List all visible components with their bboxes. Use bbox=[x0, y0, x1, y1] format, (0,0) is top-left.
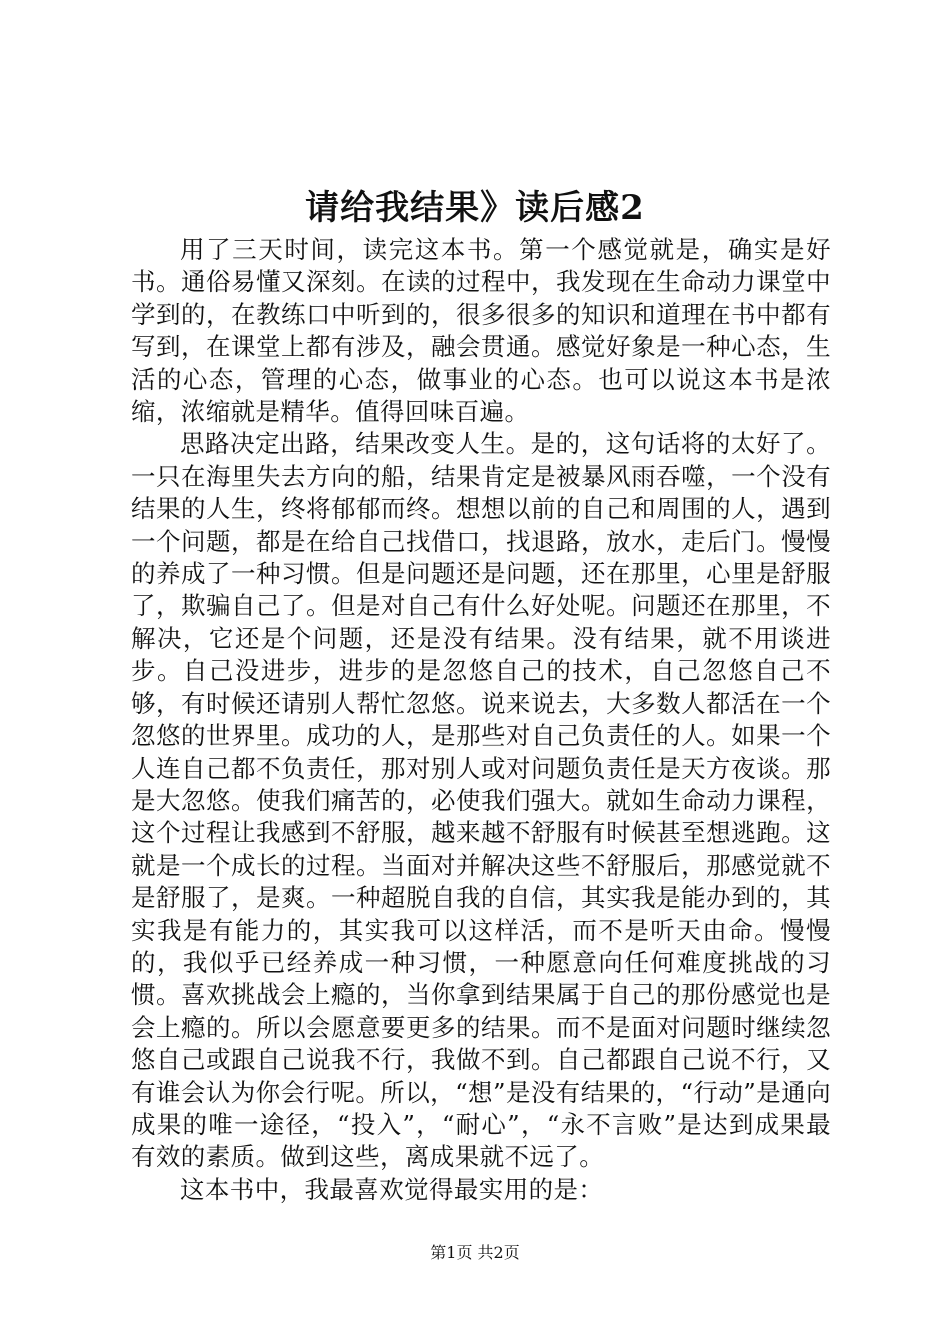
paragraph-3: 这本书中，我最喜欢觉得最实用的是： bbox=[180, 1174, 604, 1204]
document-title: 请给我结果》读后感2 bbox=[305, 188, 645, 228]
page-footer: 第1页 共2页 bbox=[430, 1243, 520, 1262]
paragraph-2: 思路决定出路，结果改变人生。是的，这句话将的太好了。一只在海里失去方向的船，结果肯定是被暴风雨吞噬，一个没有结果的人生，终将郁郁而终。想想以前的自己和周围的人，遇到一个问题，都是在给自己找借口，找退路，放水，走后门。慢慢的养成了一种习惯。但是问题还是问题，还在那里，心里是舒服了，欺骗自己了。但是对自己有什么好处呢。问题还在那里，不解决，它还是个问题，还是没有结果。没有结果，就不用谈进步。自己没进步，进步的是忽悠自己的技术，自己忽悠自己不够，有时候还请别人帮忙忽悠。说来说去，大多数人都活在一个忽悠的世界里。成功的人，是那些对自己负责任的人。如果一个人连自己都不负责任，那对别人或对问题负责任是天方夜谈。那是大忽悠。使我们痛苦的，必使我们强大。就如生命动力课程，这个过程让我感到不舒服，越来越不舒服有时候甚至想逃跑。这就是一个成长的过程。当面对并解决这些不舒服后，那感觉就不是舒服了，是爽。一种超脱自我的自信，其实我是能办到的，其实我是有能力的，其实我可以这样活，而不是听天由命。慢慢的，我似乎已经养成一种习惯，一种愿意向任何难度挑战的习惯。喜欢挑战会上瘾的，当你拿到结果属于自己的那份感觉也是会上瘾的。所以会愿意要更多的结果。而不是面对问题时继续忽悠自己或跟自己说我不行，我做不到。自己都跟自己说不行，又有谁会认为你会行呢。所以，“想”是没有结果的，“行动”是通向成果的唯一途径，“投入”，“耐心”，“永不言败”是达到成果最有效的素质。做到这些，离成果就不远了。 bbox=[131, 429, 831, 1172]
document-body bbox=[131, 234, 831, 1206]
paragraph-1: 用了三天时间，读完这本书。第一个感觉就是，确实是好书。通俗易懂又深刻。在读的过程中，我发现在生命动力课堂中学到的，在教练口中听到的，很多很多的知识和道理在书中都有写到，在课堂上都有涉及，融会贯通。感觉好象是一种心态，生活的心态，管理的心态，做事业的心态。也可以说这本书是浓缩，浓缩就是精华。值得回味百遍。 bbox=[131, 235, 831, 427]
